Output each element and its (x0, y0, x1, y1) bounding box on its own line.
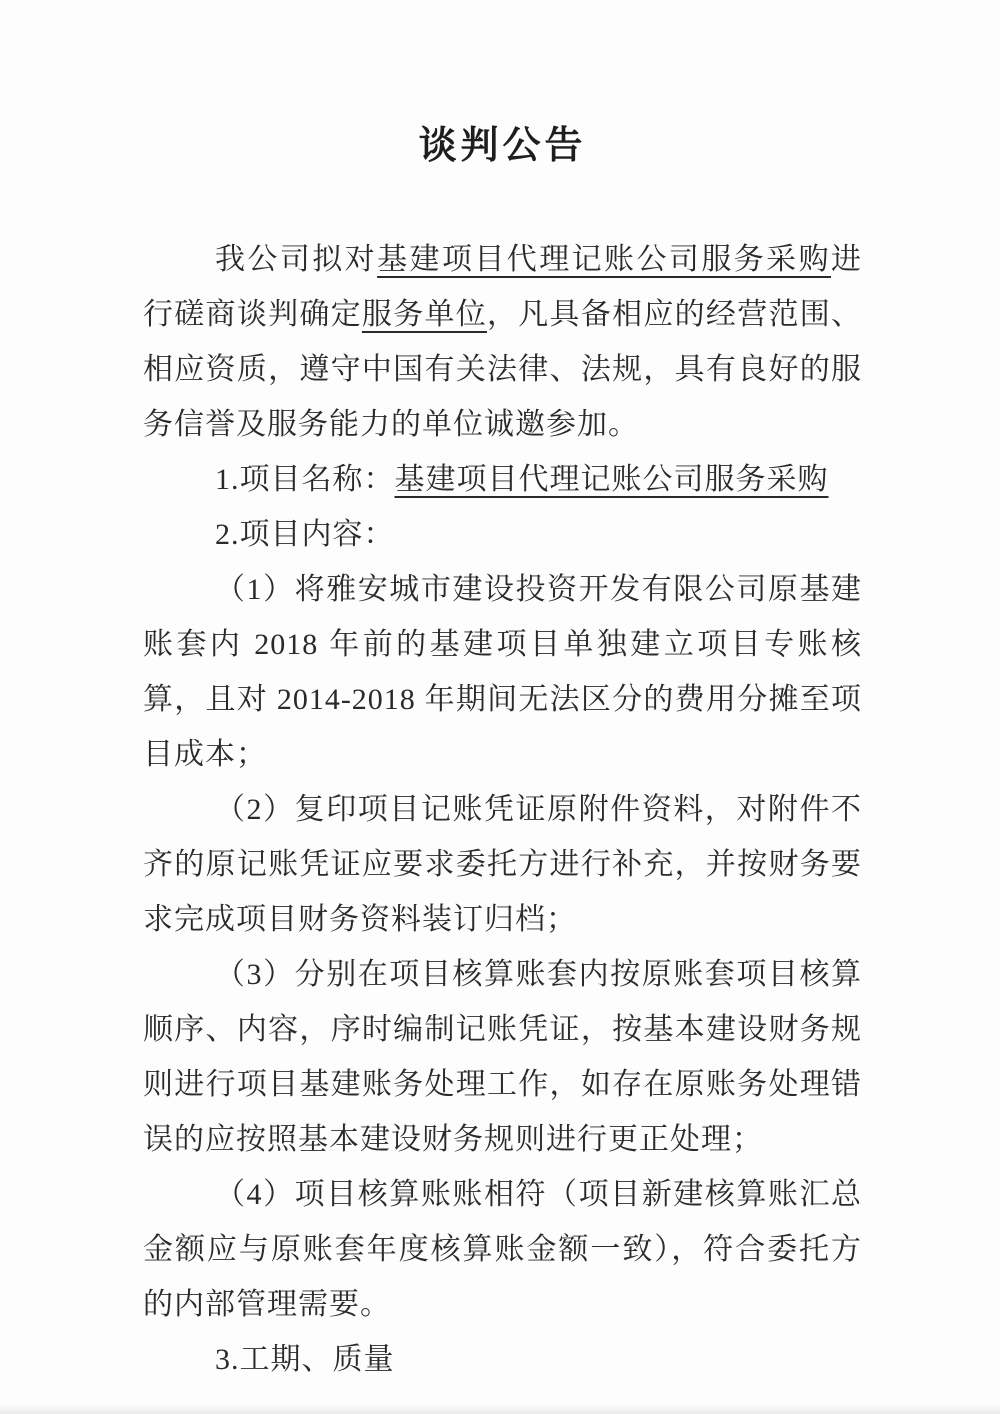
underlined-text: 基建项目代理记账公司服务采购 (394, 463, 829, 496)
underlined-text: 基建项目代理记账公司服务采购 (377, 243, 832, 276)
page-bottom-shadow (0, 1404, 1000, 1414)
paragraph (143, 1167, 862, 1332)
text-segment: （2）复印项目记账凭证原附件资料，对附件不齐的原记账凭证应要求委托方进行补充，并按财务要求完成项目财务资料装订归档； (143, 793, 862, 936)
paragraph (143, 507, 862, 562)
text-segment: （1）将雅安城市建设投资开发有限公司原基建账套内 2018 年前的基建项目单独建立项目专账核算，且对 2014-2018 年期间无法区分的费用分摊至项目成本； (143, 573, 862, 771)
text-segment: ，凡具备相应的经营范围、相应资质，遵守中国有关法律、法规，具有良好的服务信誉及服务能力的单位诚邀参加。 (143, 298, 863, 441)
paragraph (143, 1332, 862, 1387)
text-segment: 1.项目名称： (215, 463, 395, 496)
paragraph (143, 782, 862, 947)
text-segment: 我公司拟对 (215, 243, 378, 276)
text-segment: 2.项目内容： (215, 518, 395, 551)
text-segment: 3.工期、质量 (215, 1343, 395, 1376)
underlined-text: 服务单位 (361, 298, 488, 331)
paragraph (143, 562, 862, 782)
document-body (143, 232, 862, 1387)
text-segment: （4）项目核算账账相符（项目新建核算账汇总金额应与原账套年度核算账金额一致），符合委托方的内部管理需要。 (143, 1178, 862, 1321)
text-segment: （3）分别在项目核算账套内按原账套项目核算顺序、内容，序时编制记账凭证，按基本建设财务规则进行项目基建账务处理工作，如存在原账务处理错误的应按照基本建设财务规则进行更正处理； (143, 958, 862, 1156)
paragraph (143, 947, 862, 1167)
paragraph (143, 232, 862, 452)
document-title: 谈判公告 (418, 125, 587, 167)
paragraph (143, 452, 862, 507)
text-segment: 进行磋商谈判确定 (143, 243, 863, 331)
